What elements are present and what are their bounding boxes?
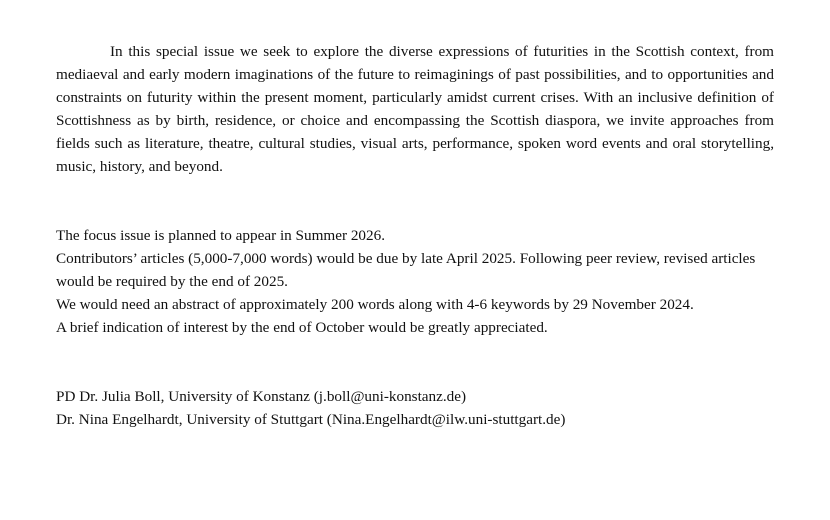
publication-date-line: The focus issue is planned to appear in Summer 2026. xyxy=(56,227,385,244)
contact-julia-boll: PD Dr. Julia Boll, University of Konstanz (j.boll@uni-konstanz.de) xyxy=(56,388,467,405)
contact-nina-engelhardt: Dr. Nina Engelhardt, University of Stuttgart (Nina.Engelhardt@ilw.uni-stuttgart.de) xyxy=(56,411,566,428)
document-page xyxy=(56,40,774,431)
intro-paragraph: In this special issue we seek to explore the diverse expressions of futurities in the Scottish context, from mediaeval and early modern imaginations of the future to reimaginings of past possibilities, and to opportunities and constraints on futurity within the present moment, particularly amidst current crises. With an inclusive definition of Scottishness as by birth, residence, or choice and encompassing the Scottish diaspora, we invite approaches from fields such as literature, theatre, cultural studies, visual arts, performance, spoken word events and oral storytelling, music, history, and beyond. xyxy=(56,43,774,175)
interest-indication-line: A brief indication of interest by the end of October would be greatly appreciated. xyxy=(56,319,548,336)
details-section xyxy=(56,224,774,339)
article-deadline-line: Contributors’ articles (5,000-7,000 words) would be due by late April 2025. Following peer review, revised articles would be required by the end of 2025. xyxy=(56,250,756,290)
abstract-deadline-line: We would need an abstract of approximately 200 words along with 4-6 keywords by 29 November 2024. xyxy=(56,296,694,313)
contacts-section xyxy=(56,385,774,431)
